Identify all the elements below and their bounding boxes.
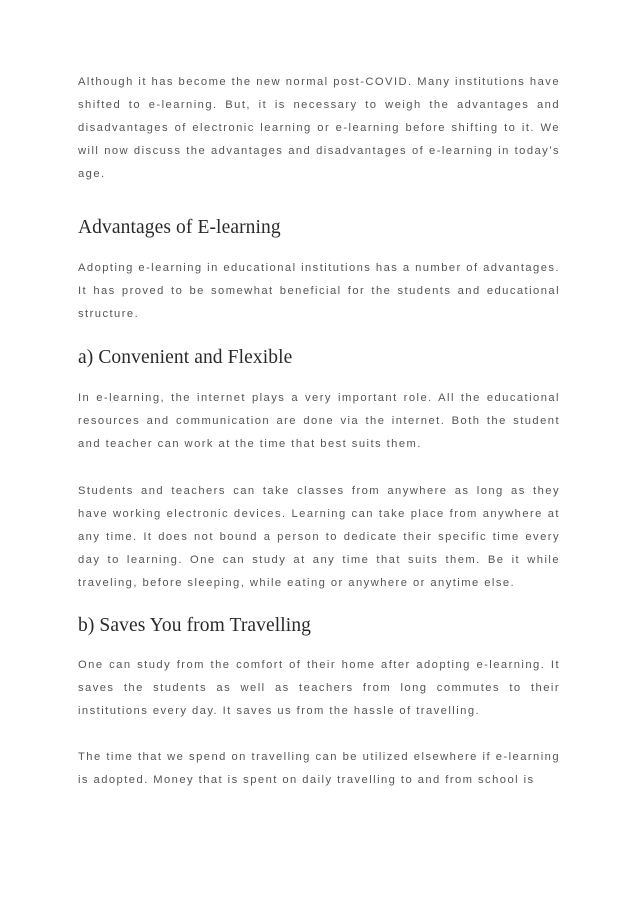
heading-convenient-flexible: a) Convenient and Flexible (78, 347, 293, 368)
intro-paragraph: Although it has become the new normal post-COVID. Many institutions have shifted to e-learning. But, it is necessary to weigh the advantages and disadvantages of electronic learning or e-learning before shifting to it. We will now discuss the advantages and disadvantages of e-learning in today’s age. (78, 76, 560, 180)
travelling-paragraph-2: The time that we spend on travelling can be utilized elsewhere if e-learning is adopted. Money that is spent on daily travelling to and from school is (78, 751, 560, 786)
advantages-paragraph: Adopting e-learning in educational institutions has a number of advantages. It has proved to be somewhat beneficial for the students and educational structure. (78, 262, 560, 320)
convenient-paragraph-2: Students and teachers can take classes from anywhere as long as they have working electronic devices. Learning can take place from anywhere at any time. It does not bound a person to dedicate their specific time every day to learning. One can study at any time that suits them. Be it while traveling, before sleeping, while eating or anywhere or anytime else. (78, 485, 560, 589)
travelling-paragraph-1: One can study from the comfort of their home after adopting e-learning. It saves the students as well as teachers from long commutes to their institutions every day. It saves us from the hassle of travelling. (78, 659, 560, 717)
convenient-paragraph-1: In e-learning, the internet plays a very important role. All the educational resources and communication are done via the internet. Both the student and teacher can work at the time that best suits them. (78, 392, 560, 450)
heading-saves-travelling: b) Saves You from Travelling (78, 615, 312, 636)
heading-advantages: Advantages of E-learning (78, 217, 281, 238)
